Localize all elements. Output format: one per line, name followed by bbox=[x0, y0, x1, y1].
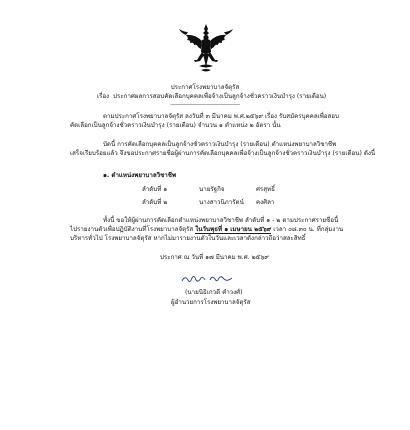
para1-line2: คัดเลือกเป็นลูกจ้างชั่วคราวเงินบำรุง (รายเดือน) จำนวน ๑ ตำแหน่ง ๒ อัตรา นั้น bbox=[70, 122, 281, 129]
closing-line2-c: เวลา ๐๘.๓๐ น. ที่กลุ่มงาน bbox=[271, 226, 344, 233]
surname-1: ศรสุทธิ์ bbox=[256, 186, 275, 193]
subject-label: เรื่อง bbox=[97, 93, 110, 100]
divider: ---------------------------------------- bbox=[170, 101, 240, 108]
closing-line2-a: ไปรายงานตัวเพื่อปฏิบัติงานที่โรงพยาบาลจัตุรัส bbox=[70, 226, 196, 233]
subject-line bbox=[97, 93, 326, 101]
report-date: ในวันพุธที่ ๑ เมษายน ๒๕๖๙ bbox=[195, 226, 272, 233]
announced-date: ประกาศ ณ วันที่ ๑๗ มีนาคม พ.ศ. ๒๕๖๙ bbox=[160, 254, 269, 261]
garuda-emblem-icon bbox=[177, 22, 235, 78]
para2-line1: บัดนี้ การคัดเลือกบุคคลเป็นลูกจ้างชั่วคราวเงินบำรุง (รายเดือน) ตำแหน่งพยาบาลวิชาชีพ bbox=[103, 141, 337, 148]
para1-line1: ตามประกาศโรงพยาบาลจัตุรัส ลงวันที่ ๓ มีนาคม พ.ศ.๒๕๖๙ เรื่อง รับสมัครบุคคลเพื่อสอบ bbox=[103, 113, 339, 120]
org-title: ประกาศโรงพยาบาลจัตุรัส bbox=[170, 84, 240, 91]
signer-title: ผู้อำนวยการโรงพยาบาลจัตุรัส bbox=[171, 299, 251, 306]
rank-2: ลำดับที่ ๒ bbox=[142, 199, 168, 206]
closing-line1: ทั้งนี้ ขอให้ผู้ผ่านการคัดเลือกตำแหน่งพยาบาลวิชาชีพ ลำดับที่ ๑ - ๒ ตามประกาศรายชื่อนี้ bbox=[103, 217, 339, 224]
para2-line2: เสร็จเรียบร้อยแล้ว จึงขอประกาศรายชื่อผู้ผ่านการคัดเลือกบุคคลเพื่อจ้างเป็นลูกจ้างชั่วคราวเงินบำรุง (รายเดือน) ดังนี้ bbox=[70, 150, 376, 157]
name-1: นายรัฐกิจ bbox=[199, 186, 225, 193]
rank-1: ลำดับที่ ๑ bbox=[142, 186, 168, 193]
closing-line3: บริหารทั่วไป โรงพยาบาลจัตุรัส หากไม่มารายงานตัวในวันและเวลาดังกล่าวถือว่าสละสิทธิ์ bbox=[70, 235, 306, 242]
closing-line2 bbox=[70, 226, 343, 234]
signature-mark bbox=[180, 272, 236, 286]
name-2: นางสาวนิภารัตน์ bbox=[199, 199, 244, 206]
position-heading: ๑. ตำแหน่งพยาบาลวิชาชีพ bbox=[103, 172, 177, 179]
surname-2: คงศิลา bbox=[256, 199, 275, 206]
subject-text: ประกาศผลการสอบคัดเลือกบุคคลเพื่อจ้างเป็นลูกจ้างชั่วคราวเงินบำรุง (รายเดือน) bbox=[113, 93, 327, 100]
signer-name: (นายนิธิเกวดี คำวงศ์) bbox=[185, 289, 243, 296]
